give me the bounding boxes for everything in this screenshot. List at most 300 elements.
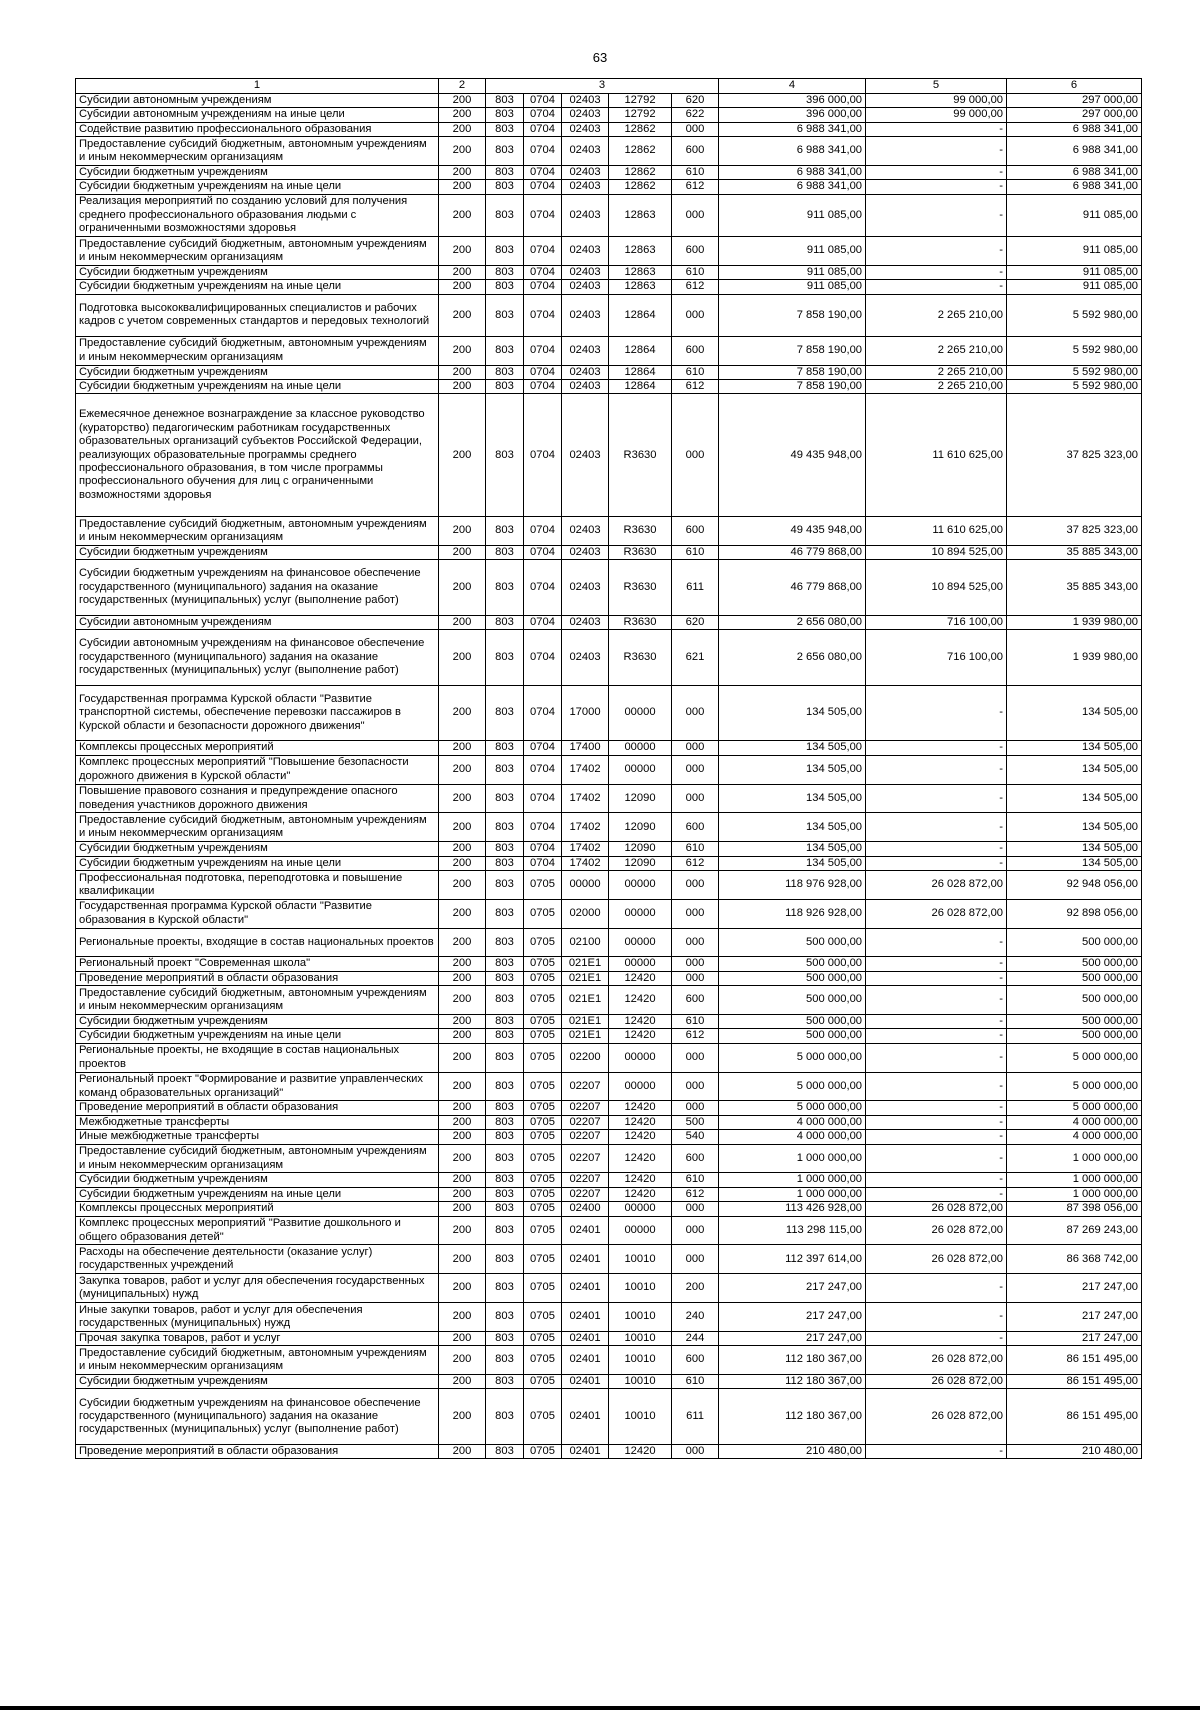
table-row <box>76 856 1142 870</box>
cell-grbs: 200 <box>439 380 486 394</box>
cell-amount: 86 151 495,00 <box>1007 1389 1142 1445</box>
cell-amount: 134 505,00 <box>1007 685 1142 741</box>
cell-ved: 803 <box>486 560 524 616</box>
cell-cs2: 12792 <box>609 94 672 108</box>
cell-ip: 11 610 625,00 <box>866 517 1007 546</box>
cell-amount: 5 000 000,00 <box>1007 1101 1142 1115</box>
cell-ved: 803 <box>486 1101 524 1115</box>
table-row <box>76 1015 1142 1029</box>
cell-ved: 803 <box>486 813 524 842</box>
cell-ved: 803 <box>486 1115 524 1129</box>
cell-ip: 26 028 872,00 <box>866 1216 1007 1245</box>
cell-ved: 803 <box>486 1029 524 1043</box>
cell-ip: - <box>866 1274 1007 1303</box>
cell-cs2: 00000 <box>609 1072 672 1101</box>
cell-grbs: 200 <box>439 1187 486 1201</box>
cell-cs1: 02200 <box>562 1043 609 1072</box>
table-row <box>76 899 1142 928</box>
cell-name: Повышение правового сознания и предупреждение опасного поведения участников дорожного движения <box>76 784 439 813</box>
cell-razdel: 0704 <box>524 560 562 616</box>
cell-vr: 612 <box>672 856 719 870</box>
table-row <box>76 94 1142 108</box>
cell-total: 134 505,00 <box>719 842 866 856</box>
cell-ved: 803 <box>486 957 524 971</box>
cell-name: Предоставление субсидий бюджетным, автономным учреждениям и иным некоммерческим организациям <box>76 336 439 365</box>
cell-ved: 803 <box>486 365 524 379</box>
cell-vr: 500 <box>672 1115 719 1129</box>
cell-total: 500 000,00 <box>719 957 866 971</box>
header-col-2: 2 <box>439 79 486 94</box>
cell-razdel: 0705 <box>524 871 562 900</box>
cell-name: Проведение мероприятий в области образования <box>76 971 439 985</box>
cell-amount: 5 592 980,00 <box>1007 365 1142 379</box>
cell-name: Государственная программа Курской области "Развитие транспортной системы, обеспечение перевозки пассажиров в Курской области и безопасности дорожного движения" <box>76 685 439 741</box>
cell-cs2: 12863 <box>609 280 672 294</box>
cell-amount: 4 000 000,00 <box>1007 1130 1142 1144</box>
cell-cs1: 17402 <box>562 755 609 784</box>
cell-cs2: 12863 <box>609 237 672 266</box>
cell-ved: 803 <box>486 294 524 336</box>
cell-razdel: 0705 <box>524 1101 562 1115</box>
cell-cs1: 02403 <box>562 108 609 122</box>
cell-total: 2 656 080,00 <box>719 615 866 629</box>
cell-amount: 134 505,00 <box>1007 813 1142 842</box>
cell-amount: 911 085,00 <box>1007 194 1142 236</box>
cell-total: 112 180 367,00 <box>719 1389 866 1445</box>
cell-vr: 540 <box>672 1130 719 1144</box>
cell-cs2: 12420 <box>609 1144 672 1173</box>
cell-grbs: 200 <box>439 166 486 180</box>
cell-name: Комплекс процессных мероприятий "Развитие дошкольного и общего образования детей" <box>76 1216 439 1245</box>
cell-vr: 000 <box>672 971 719 985</box>
cell-razdel: 0704 <box>524 545 562 559</box>
cell-name: Субсидии бюджетным учреждениям на иные цели <box>76 180 439 194</box>
table-row <box>76 294 1142 336</box>
cell-name: Предоставление субсидий бюджетным, автономным учреждениям и иным некоммерческим организациям <box>76 1346 439 1375</box>
cell-total: 4 000 000,00 <box>719 1130 866 1144</box>
table-row <box>76 1346 1142 1375</box>
cell-vr: 000 <box>672 394 719 517</box>
cell-name: Предоставление субсидий бюджетным, автономным учреждениям и иным некоммерческим организациям <box>76 517 439 546</box>
cell-razdel: 0705 <box>524 1072 562 1101</box>
cell-amount: 217 247,00 <box>1007 1303 1142 1332</box>
cell-cs1: 021E1 <box>562 1029 609 1043</box>
cell-total: 6 988 341,00 <box>719 137 866 166</box>
cell-amount: 1 000 000,00 <box>1007 1187 1142 1201</box>
cell-amount: 5 592 980,00 <box>1007 380 1142 394</box>
cell-ip: - <box>866 856 1007 870</box>
cell-vr: 622 <box>672 108 719 122</box>
cell-grbs: 200 <box>439 1173 486 1187</box>
cell-ip: - <box>866 1043 1007 1072</box>
table-row <box>76 166 1142 180</box>
cell-name: Региональные проекты, не входящие в состав национальных проектов <box>76 1043 439 1072</box>
cell-razdel: 0704 <box>524 294 562 336</box>
cell-cs1: 021E1 <box>562 971 609 985</box>
cell-vr: 610 <box>672 1015 719 1029</box>
cell-grbs: 200 <box>439 928 486 957</box>
cell-ved: 803 <box>486 1389 524 1445</box>
cell-total: 112 397 614,00 <box>719 1245 866 1274</box>
cell-grbs: 200 <box>439 1202 486 1216</box>
table-row <box>76 280 1142 294</box>
cell-total: 113 426 928,00 <box>719 1202 866 1216</box>
cell-cs1: 02207 <box>562 1130 609 1144</box>
cell-amount: 500 000,00 <box>1007 1029 1142 1043</box>
cell-cs2: 12864 <box>609 365 672 379</box>
cell-razdel: 0705 <box>524 1303 562 1332</box>
cell-razdel: 0704 <box>524 630 562 686</box>
header-col-6: 6 <box>1007 79 1142 94</box>
cell-ved: 803 <box>486 194 524 236</box>
cell-vr: 600 <box>672 517 719 546</box>
cell-razdel: 0705 <box>524 1375 562 1389</box>
cell-total: 396 000,00 <box>719 108 866 122</box>
cell-vr: 612 <box>672 280 719 294</box>
cell-cs2: 00000 <box>609 1043 672 1072</box>
cell-vr: 600 <box>672 1346 719 1375</box>
cell-razdel: 0704 <box>524 741 562 755</box>
cell-vr: 610 <box>672 166 719 180</box>
cell-ved: 803 <box>486 1173 524 1187</box>
cell-total: 210 480,00 <box>719 1445 866 1459</box>
cell-cs2: 00000 <box>609 928 672 957</box>
cell-razdel: 0704 <box>524 237 562 266</box>
cell-ved: 803 <box>486 137 524 166</box>
table-row <box>76 928 1142 957</box>
cell-razdel: 0704 <box>524 394 562 517</box>
cell-cs2: R3630 <box>609 394 672 517</box>
cell-razdel: 0704 <box>524 180 562 194</box>
cell-cs2: 12420 <box>609 1445 672 1459</box>
cell-vr: 612 <box>672 1187 719 1201</box>
cell-name: Иные закупки товаров, работ и услуг для обеспечения государственных (муниципальных) нужд <box>76 1303 439 1332</box>
cell-ved: 803 <box>486 755 524 784</box>
cell-razdel: 0705 <box>524 1173 562 1187</box>
cell-name: Субсидии бюджетным учреждениям <box>76 842 439 856</box>
cell-grbs: 200 <box>439 1375 486 1389</box>
cell-razdel: 0705 <box>524 1115 562 1129</box>
cell-vr: 000 <box>672 1101 719 1115</box>
cell-amount: 500 000,00 <box>1007 1015 1142 1029</box>
cell-total: 1 000 000,00 <box>719 1187 866 1201</box>
cell-name: Предоставление субсидий бюджетным, автономным учреждениям и иным некоммерческим организациям <box>76 986 439 1015</box>
cell-vr: 610 <box>672 1173 719 1187</box>
cell-cs2: 12862 <box>609 180 672 194</box>
cell-name: Региональный проект "Современная школа" <box>76 957 439 971</box>
budget-table <box>75 78 1142 1459</box>
cell-cs2: 10010 <box>609 1375 672 1389</box>
cell-cs2: 00000 <box>609 1202 672 1216</box>
cell-cs1: 02401 <box>562 1375 609 1389</box>
table-row <box>76 986 1142 1015</box>
cell-cs1: 02403 <box>562 265 609 279</box>
cell-ved: 803 <box>486 265 524 279</box>
cell-vr: 600 <box>672 813 719 842</box>
cell-total: 217 247,00 <box>719 1303 866 1332</box>
cell-total: 500 000,00 <box>719 971 866 985</box>
cell-cs1: 02403 <box>562 280 609 294</box>
cell-ved: 803 <box>486 180 524 194</box>
cell-total: 112 180 367,00 <box>719 1346 866 1375</box>
cell-cs1: 02401 <box>562 1274 609 1303</box>
cell-amount: 35 885 343,00 <box>1007 560 1142 616</box>
table-row <box>76 1245 1142 1274</box>
cell-ip: 716 100,00 <box>866 615 1007 629</box>
cell-ip: - <box>866 1187 1007 1201</box>
cell-ip: 2 265 210,00 <box>866 380 1007 394</box>
cell-ip: - <box>866 741 1007 755</box>
cell-cs2: 12420 <box>609 1187 672 1201</box>
cell-amount: 5 000 000,00 <box>1007 1043 1142 1072</box>
cell-amount: 1 000 000,00 <box>1007 1144 1142 1173</box>
cell-vr: 000 <box>672 1216 719 1245</box>
cell-ip: 26 028 872,00 <box>866 1346 1007 1375</box>
table-row <box>76 971 1142 985</box>
cell-name: Субсидии бюджетным учреждениям на финансовое обеспечение государственного (муниципального) задания на оказание государственных (муниципальных) услуг (выполнение работ) <box>76 1389 439 1445</box>
cell-cs1: 02401 <box>562 1389 609 1445</box>
table-row <box>76 755 1142 784</box>
cell-grbs: 200 <box>439 1072 486 1101</box>
table-row <box>76 1274 1142 1303</box>
cell-name: Предоставление субсидий бюджетным, автономным учреждениям и иным некоммерческим организациям <box>76 237 439 266</box>
cell-ip: - <box>866 280 1007 294</box>
cell-name: Субсидии бюджетным учреждениям на иные цели <box>76 1029 439 1043</box>
cell-name: Субсидии автономным учреждениям на финансовое обеспечение государственного (муниципального) задания на оказание государственных (муниципальных) услуг (выполнение работ) <box>76 630 439 686</box>
cell-razdel: 0705 <box>524 1216 562 1245</box>
cell-ip: - <box>866 122 1007 136</box>
cell-total: 134 505,00 <box>719 784 866 813</box>
cell-grbs: 200 <box>439 122 486 136</box>
cell-vr: 200 <box>672 1274 719 1303</box>
cell-cs1: 02207 <box>562 1144 609 1173</box>
cell-grbs: 200 <box>439 1331 486 1345</box>
cell-cs1: 02403 <box>562 294 609 336</box>
cell-cs2: R3630 <box>609 517 672 546</box>
cell-cs2: 12420 <box>609 1115 672 1129</box>
cell-total: 134 505,00 <box>719 755 866 784</box>
cell-cs2: 00000 <box>609 871 672 900</box>
cell-cs1: 02401 <box>562 1331 609 1345</box>
cell-razdel: 0705 <box>524 928 562 957</box>
cell-ip: - <box>866 928 1007 957</box>
cell-amount: 1 939 980,00 <box>1007 615 1142 629</box>
cell-ip: 10 894 525,00 <box>866 560 1007 616</box>
cell-ip: - <box>866 1303 1007 1332</box>
cell-cs2: 10010 <box>609 1303 672 1332</box>
cell-name: Субсидии бюджетным учреждениям на иные цели <box>76 856 439 870</box>
table-row <box>76 237 1142 266</box>
cell-ved: 803 <box>486 1245 524 1274</box>
cell-cs2: 12090 <box>609 813 672 842</box>
cell-razdel: 0704 <box>524 813 562 842</box>
cell-grbs: 200 <box>439 842 486 856</box>
cell-total: 118 926 928,00 <box>719 899 866 928</box>
cell-name: Субсидии бюджетным учреждениям <box>76 265 439 279</box>
cell-cs2: 12090 <box>609 842 672 856</box>
cell-amount: 4 000 000,00 <box>1007 1115 1142 1129</box>
cell-amount: 5 592 980,00 <box>1007 294 1142 336</box>
table-row <box>76 365 1142 379</box>
cell-ved: 803 <box>486 94 524 108</box>
cell-cs1: 17000 <box>562 685 609 741</box>
cell-vr: 000 <box>672 1445 719 1459</box>
cell-vr: 000 <box>672 1245 719 1274</box>
cell-name: Содействие развитию профессионального образования <box>76 122 439 136</box>
cell-vr: 610 <box>672 545 719 559</box>
cell-cs1: 02403 <box>562 166 609 180</box>
page-number: 63 <box>592 50 608 65</box>
cell-total: 500 000,00 <box>719 928 866 957</box>
bottom-rule <box>0 1706 1200 1710</box>
cell-razdel: 0704 <box>524 108 562 122</box>
cell-ip: 2 265 210,00 <box>866 294 1007 336</box>
cell-razdel: 0704 <box>524 517 562 546</box>
cell-cs1: 02403 <box>562 336 609 365</box>
cell-cs2: 12420 <box>609 1029 672 1043</box>
cell-razdel: 0705 <box>524 957 562 971</box>
cell-amount: 134 505,00 <box>1007 784 1142 813</box>
cell-ved: 803 <box>486 741 524 755</box>
cell-ip: - <box>866 180 1007 194</box>
cell-razdel: 0705 <box>524 1043 562 1072</box>
cell-name: Профессиональная подготовка, переподготовка и повышение квалификации <box>76 871 439 900</box>
cell-razdel: 0705 <box>524 899 562 928</box>
cell-total: 134 505,00 <box>719 813 866 842</box>
cell-cs1: 02403 <box>562 394 609 517</box>
cell-name: Субсидии автономным учреждениям на иные цели <box>76 108 439 122</box>
cell-total: 6 988 341,00 <box>719 180 866 194</box>
cell-grbs: 200 <box>439 1303 486 1332</box>
cell-grbs: 200 <box>439 1101 486 1115</box>
cell-amount: 37 825 323,00 <box>1007 517 1142 546</box>
cell-grbs: 200 <box>439 856 486 870</box>
cell-ip: 99 000,00 <box>866 94 1007 108</box>
cell-name: Предоставление субсидий бюджетным, автономным учреждениям и иным некоммерческим организациям <box>76 813 439 842</box>
cell-amount: 210 480,00 <box>1007 1445 1142 1459</box>
cell-ved: 803 <box>486 856 524 870</box>
cell-name: Предоставление субсидий бюджетным, автономным учреждениям и иным некоммерческим организациям <box>76 137 439 166</box>
cell-ip: - <box>866 166 1007 180</box>
table-row <box>76 380 1142 394</box>
table-row <box>76 1115 1142 1129</box>
table-row <box>76 122 1142 136</box>
cell-cs1: 02400 <box>562 1202 609 1216</box>
cell-cs1: 02403 <box>562 194 609 236</box>
cell-grbs: 200 <box>439 971 486 985</box>
cell-razdel: 0704 <box>524 280 562 294</box>
cell-cs2: 12420 <box>609 1173 672 1187</box>
cell-vr: 000 <box>672 755 719 784</box>
cell-grbs: 200 <box>439 237 486 266</box>
cell-total: 49 435 948,00 <box>719 394 866 517</box>
cell-cs1: 02403 <box>562 630 609 686</box>
cell-cs1: 02403 <box>562 122 609 136</box>
header-col-1: 1 <box>76 79 439 94</box>
cell-name: Реализация мероприятий по созданию условий для получения среднего профессионального образования людьми с ограниченными возможностями здоровья <box>76 194 439 236</box>
header-col-5: 5 <box>866 79 1007 94</box>
cell-cs2: 12862 <box>609 166 672 180</box>
cell-grbs: 200 <box>439 755 486 784</box>
table-row <box>76 630 1142 686</box>
cell-cs2: 00000 <box>609 685 672 741</box>
cell-ip: - <box>866 685 1007 741</box>
cell-amount: 37 825 323,00 <box>1007 394 1142 517</box>
cell-razdel: 0704 <box>524 122 562 136</box>
cell-cs2: 12862 <box>609 137 672 166</box>
cell-vr: 620 <box>672 94 719 108</box>
cell-amount: 217 247,00 <box>1007 1331 1142 1345</box>
table-row <box>76 1101 1142 1115</box>
cell-cs1: 02000 <box>562 899 609 928</box>
cell-razdel: 0705 <box>524 1144 562 1173</box>
cell-cs2: 00000 <box>609 1216 672 1245</box>
cell-grbs: 200 <box>439 1144 486 1173</box>
cell-amount: 92 898 056,00 <box>1007 899 1142 928</box>
cell-amount: 86 151 495,00 <box>1007 1375 1142 1389</box>
cell-amount: 500 000,00 <box>1007 986 1142 1015</box>
cell-amount: 1 000 000,00 <box>1007 1173 1142 1187</box>
cell-amount: 297 000,00 <box>1007 108 1142 122</box>
cell-total: 911 085,00 <box>719 280 866 294</box>
cell-grbs: 200 <box>439 1043 486 1072</box>
cell-vr: 000 <box>672 685 719 741</box>
cell-razdel: 0704 <box>524 856 562 870</box>
cell-ip: 2 265 210,00 <box>866 365 1007 379</box>
cell-cs2: R3630 <box>609 615 672 629</box>
table-row <box>76 871 1142 900</box>
table-row <box>76 1173 1142 1187</box>
cell-vr: 000 <box>672 871 719 900</box>
cell-name: Субсидии бюджетным учреждениям на иные цели <box>76 380 439 394</box>
cell-ved: 803 <box>486 517 524 546</box>
cell-cs1: 17402 <box>562 813 609 842</box>
cell-vr: 000 <box>672 957 719 971</box>
header-col-4: 4 <box>719 79 866 94</box>
cell-razdel: 0705 <box>524 1187 562 1201</box>
cell-cs1: 02403 <box>562 517 609 546</box>
cell-name: Подготовка высококвалифицированных специалистов и рабочих кадров с учетом современных стандартов и передовых технологий <box>76 294 439 336</box>
cell-cs2: 12864 <box>609 380 672 394</box>
cell-vr: 000 <box>672 741 719 755</box>
table-row <box>76 1144 1142 1173</box>
cell-ved: 803 <box>486 1375 524 1389</box>
cell-cs1: 021E1 <box>562 986 609 1015</box>
cell-ip: - <box>866 1130 1007 1144</box>
cell-total: 911 085,00 <box>719 237 866 266</box>
cell-total: 911 085,00 <box>719 265 866 279</box>
cell-cs2: 12864 <box>609 336 672 365</box>
cell-grbs: 200 <box>439 986 486 1015</box>
cell-grbs: 200 <box>439 108 486 122</box>
cell-amount: 911 085,00 <box>1007 265 1142 279</box>
cell-total: 6 988 341,00 <box>719 122 866 136</box>
header-col-3: 3 <box>486 79 719 94</box>
cell-ip: - <box>866 1331 1007 1345</box>
cell-cs2: 00000 <box>609 755 672 784</box>
cell-amount: 35 885 343,00 <box>1007 545 1142 559</box>
cell-cs1: 02403 <box>562 560 609 616</box>
cell-grbs: 200 <box>439 1445 486 1459</box>
cell-ip: 2 265 210,00 <box>866 336 1007 365</box>
cell-ved: 803 <box>486 1015 524 1029</box>
cell-cs1: 02100 <box>562 928 609 957</box>
table-row <box>76 194 1142 236</box>
cell-razdel: 0705 <box>524 1029 562 1043</box>
cell-cs1: 02403 <box>562 180 609 194</box>
cell-cs1: 02207 <box>562 1187 609 1201</box>
cell-ved: 803 <box>486 971 524 985</box>
